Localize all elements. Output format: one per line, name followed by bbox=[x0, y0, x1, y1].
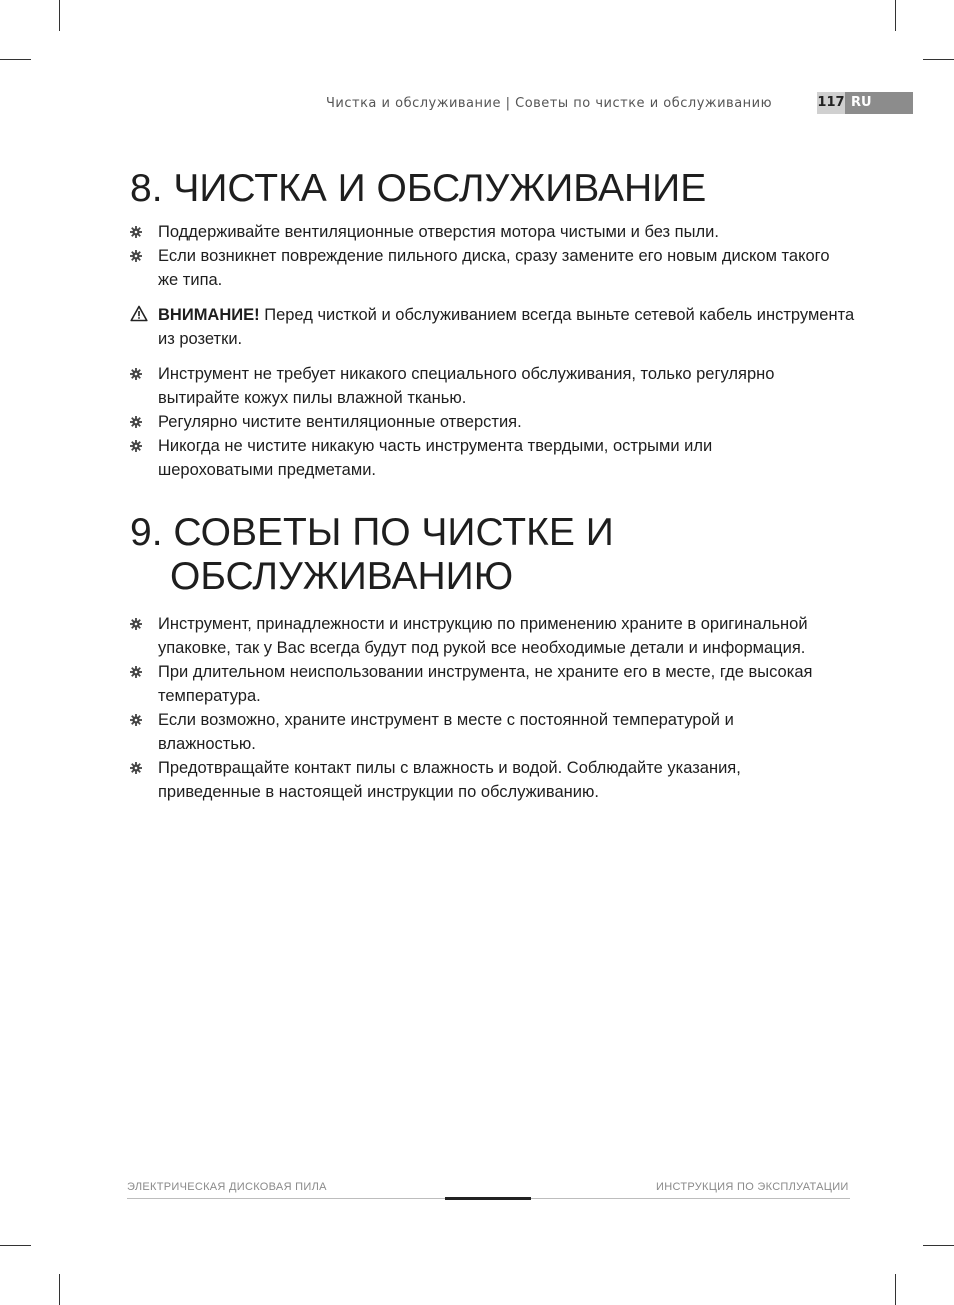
section-8-heading-text: 8. ЧИСТКА И ОБСЛУЖИВАНИЕ bbox=[130, 167, 707, 210]
list-item bbox=[130, 410, 830, 434]
gear-bullet-icon bbox=[130, 416, 142, 428]
language-badge: RU bbox=[845, 92, 913, 114]
crop-mark bbox=[0, 1245, 31, 1246]
crop-mark bbox=[0, 59, 31, 60]
section-9-heading bbox=[130, 511, 614, 599]
list-item bbox=[130, 362, 830, 410]
list-item bbox=[130, 612, 830, 660]
gear-bullet-icon bbox=[130, 440, 142, 452]
crop-mark bbox=[923, 59, 954, 60]
footer-doc-type: ИНСТРУКЦИЯ ПО ЭКСПЛУАТАЦИИ bbox=[656, 1181, 849, 1193]
gear-bullet-icon bbox=[130, 618, 142, 630]
warning-label: ВНИМАНИЕ! bbox=[158, 306, 260, 324]
list-item-text: Предотвращайте контакт пилы с влажность и водой. Соблюдайте указания, приведенные в настоящей инструкции по обслуживанию. bbox=[158, 759, 741, 801]
list-item-text: Никогда не чистите никакую часть инструмента твердыми, острыми или шероховатыми предметами. bbox=[158, 437, 713, 479]
section-9-list bbox=[130, 612, 830, 804]
gear-bullet-icon bbox=[130, 226, 142, 238]
warning-block bbox=[130, 303, 858, 351]
crop-mark bbox=[59, 0, 60, 31]
section-8-list-bottom bbox=[130, 362, 830, 482]
warning-text: Перед чисткой и обслуживанием всегда выньте сетевой кабель инструмента из розетки. bbox=[158, 306, 855, 348]
list-item bbox=[130, 660, 830, 708]
running-header: Чистка и обслуживание | Советы по чистке и обслуживанию bbox=[326, 96, 773, 111]
crop-mark bbox=[895, 1274, 896, 1305]
list-item bbox=[130, 220, 830, 244]
list-item-text: Инструмент, принадлежности и инструкцию по применению храните в оригинальной упаковке, так у Вас всегда будут под рукой все необходимые детали и информация. bbox=[158, 615, 808, 657]
list-item-text: Регулярно чистите вентиляционные отверстия. bbox=[158, 413, 522, 431]
crop-mark bbox=[923, 1245, 954, 1246]
list-item-text: Если возникнет повреждение пильного диска, сразу замените его новым диском такого же типа. bbox=[158, 247, 830, 289]
gear-bullet-icon bbox=[130, 368, 142, 380]
section-8-heading bbox=[130, 167, 706, 211]
gear-bullet-icon bbox=[130, 666, 142, 678]
list-item-text: Если возможно, храните инструмент в месте с постоянной температурой и влажностью. bbox=[158, 711, 734, 753]
list-item bbox=[130, 434, 830, 482]
gear-bullet-icon bbox=[130, 714, 142, 726]
crop-mark bbox=[895, 0, 896, 31]
footer-divider-accent bbox=[445, 1197, 531, 1200]
warning-triangle-icon bbox=[130, 305, 148, 322]
section-9-heading-line2: ОБСЛУЖИВАНИЮ bbox=[170, 555, 514, 598]
section-8-list-top bbox=[130, 220, 830, 292]
list-item bbox=[130, 708, 830, 756]
crop-mark bbox=[59, 1274, 60, 1305]
gear-bullet-icon bbox=[130, 762, 142, 774]
gear-bullet-icon bbox=[130, 250, 142, 262]
list-item-text: При длительном неиспользовании инструмента, не храните его в месте, где высокая температура. bbox=[158, 663, 813, 705]
list-item bbox=[130, 756, 830, 804]
list-item bbox=[130, 244, 830, 292]
footer-product-name: ЭЛЕКТРИЧЕСКАЯ ДИСКОВАЯ ПИЛА bbox=[127, 1181, 327, 1193]
section-9-heading-line1: 9. СОВЕТЫ ПО ЧИСТКЕ И bbox=[130, 511, 614, 554]
list-item-text: Инструмент не требует никакого специального обслуживания, только регулярно вытирайте кожух пилы влажной тканью. bbox=[158, 365, 775, 407]
list-item-text: Поддерживайте вентиляционные отверстия мотора чистыми и без пыли. bbox=[158, 223, 719, 241]
page-number: 117 bbox=[817, 92, 845, 114]
